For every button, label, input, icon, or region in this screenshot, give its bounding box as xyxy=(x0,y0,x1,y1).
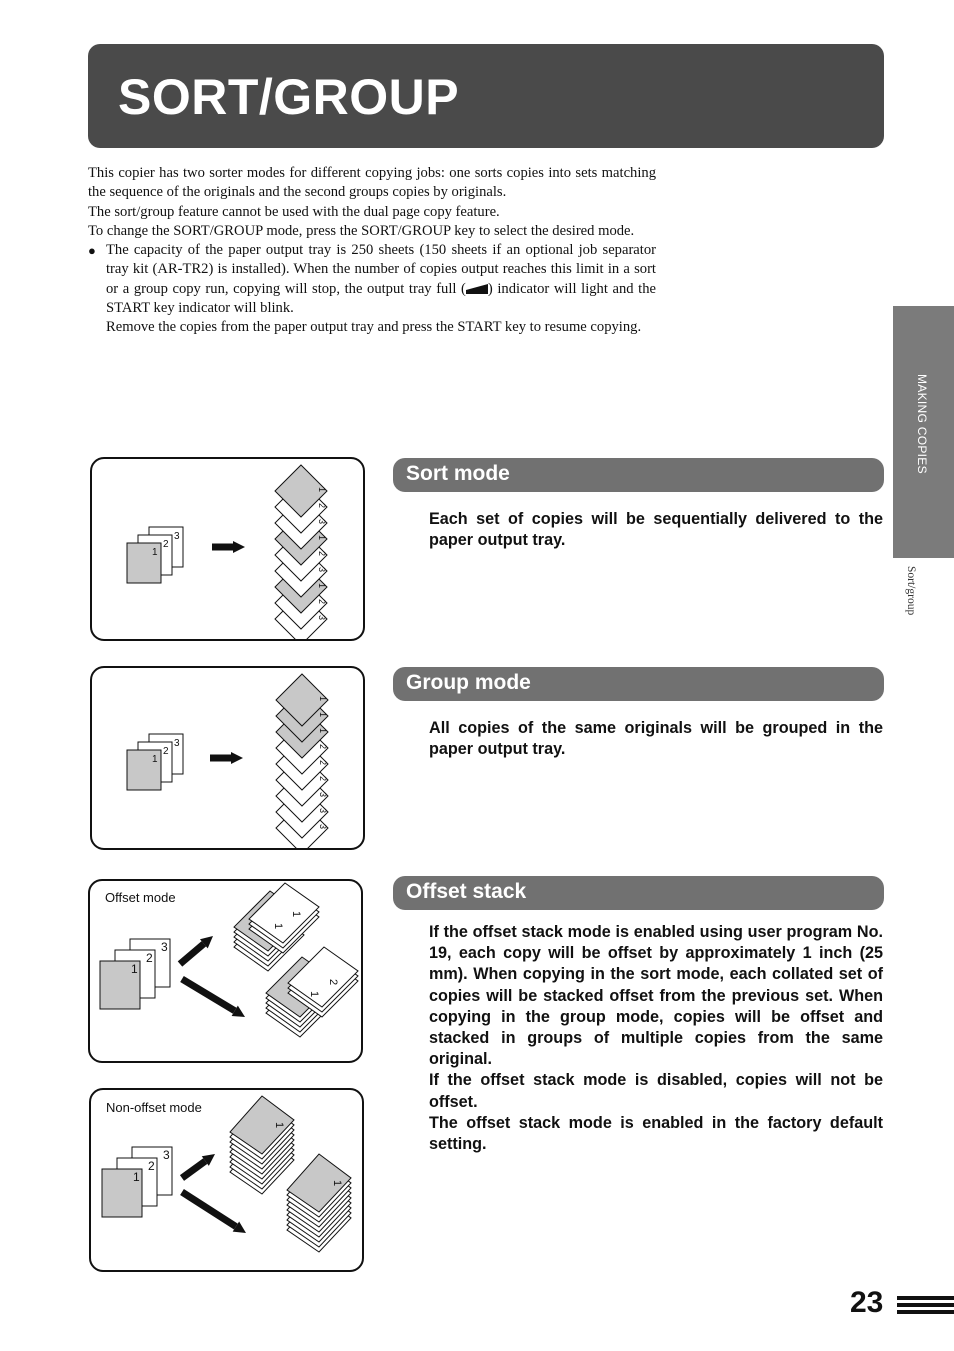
offset-stack-heading: Offset stack xyxy=(406,880,527,903)
group-mode-illustration xyxy=(90,666,365,850)
sort-mode-heading-bar xyxy=(393,458,884,492)
sort-mode-diagram xyxy=(92,459,363,639)
output-sheet-number: 3 xyxy=(317,615,327,621)
original-number: 1 xyxy=(133,1170,140,1184)
output-sheet-number: 1 xyxy=(331,1180,343,1187)
original-number: 3 xyxy=(174,531,180,542)
original-number: 1 xyxy=(152,754,158,765)
title-banner xyxy=(88,44,884,148)
output-sheet-number: 1 xyxy=(290,911,302,918)
original-number: 1 xyxy=(131,962,138,976)
intro-text xyxy=(88,164,656,338)
output-sheet-number: 2 xyxy=(317,503,327,509)
sort-mode-heading: Sort mode xyxy=(406,462,510,485)
output-sheet-number: 2 xyxy=(317,551,327,557)
offset-mode-label: Offset mode xyxy=(105,890,176,905)
output-sheet-number: 1 xyxy=(318,712,328,718)
intro-paragraph: To change the SORT/GROUP mode, press the SORT/GROUP key to select the desired mode. xyxy=(88,222,635,239)
original-number: 1 xyxy=(152,547,158,558)
group-mode-description: All copies of the same originals will be grouped in the paper output tray. xyxy=(429,719,883,759)
bullet-icon: ● xyxy=(88,243,96,259)
resume-note: Remove the copies from the paper output tray and press the START key to resume copying. xyxy=(106,319,642,336)
non-offset-mode-label: Non-offset mode xyxy=(106,1100,202,1115)
output-sheet-number: 2 xyxy=(318,744,328,750)
page-number: 23 xyxy=(850,1286,884,1319)
intro-paragraph: This copier has two sorter modes for different copying jobs: one sorts copies into sets matching the sequence of the originals and the second groups copies by originals. xyxy=(88,165,656,201)
original-number: 3 xyxy=(161,940,168,954)
output-sheet-number: 1 xyxy=(317,583,327,589)
output-sheet-number: 1 xyxy=(318,728,328,734)
offset-mode-illustration xyxy=(88,879,363,1063)
original-number: 3 xyxy=(163,1148,170,1162)
direction-arrow xyxy=(182,979,235,1011)
section-subtitle: Sort/group xyxy=(905,566,917,616)
original-number: 2 xyxy=(163,539,169,550)
non-offset-mode-illustration xyxy=(89,1088,364,1272)
original-number: 3 xyxy=(174,738,180,749)
output-sheet-number: 1 xyxy=(272,923,284,930)
arrow-head xyxy=(231,752,243,764)
arrow-head xyxy=(233,541,245,553)
output-sheet-number: 3 xyxy=(318,792,328,798)
intro-paragraph: The sort/group feature cannot be used with the dual page copy feature. xyxy=(88,203,500,220)
offset-stack-description: If the offset stack mode is enabled using user program No. 19, each copy will be offset by approximately 1 inch (25 mm). When copying in the sort mode, each collated set of copies will be stacked offset from the previous set. When copying in the group mode, copies will be offset and stacked in groups of multiple copies from the same original. If the offset stack mode is disabled, copies will not be offset. The offset stack mode is enabled in the factory default setting. xyxy=(429,923,883,1154)
original-number: 2 xyxy=(148,1159,155,1173)
page-number-rule xyxy=(897,1296,954,1317)
sort-mode-illustration xyxy=(90,457,365,641)
output-sheet-number: 1 xyxy=(317,535,327,541)
output-tray-full-icon xyxy=(466,284,488,294)
offset-mode-diagram xyxy=(90,881,361,1061)
offset-stack-heading-bar xyxy=(393,876,884,910)
original-number: 2 xyxy=(163,746,169,757)
direction-arrow xyxy=(182,1161,205,1178)
group-mode-diagram xyxy=(92,668,363,848)
section-tab-label: MAKING COPIES xyxy=(915,374,929,474)
section-tab xyxy=(893,306,954,558)
output-sheet-number: 3 xyxy=(318,824,328,830)
output-sheet-number: 3 xyxy=(317,567,327,573)
output-sheet-number: 2 xyxy=(327,979,339,986)
sort-mode-description: Each set of copies will be sequentially delivered to the paper output tray. xyxy=(429,510,883,550)
output-sheet-number: 2 xyxy=(317,599,327,605)
output-sheet-number: 1 xyxy=(273,1122,285,1129)
group-mode-heading-bar xyxy=(393,667,884,701)
output-sheet-number: 1 xyxy=(308,991,320,998)
output-sheet-number: 1 xyxy=(318,696,328,702)
output-sheet-number: 2 xyxy=(318,776,328,782)
output-sheet-number: 3 xyxy=(318,808,328,814)
direction-arrow xyxy=(180,944,204,964)
non-offset-mode-diagram xyxy=(91,1090,362,1270)
original-number: 2 xyxy=(146,951,153,965)
output-sheet-number: 3 xyxy=(317,519,327,525)
output-sheet-number: 2 xyxy=(318,760,328,766)
page-title: SORT/GROUP xyxy=(118,69,460,125)
group-mode-heading: Group mode xyxy=(406,671,531,694)
output-sheet-number: 1 xyxy=(317,487,327,493)
capacity-note: ● The capacity of the paper output tray is 250 sheets (150 sheets if an optional job separator tray kit (AR-TR2) is installed). When the number of copies output reaches this limit in a sort or a group copy run, copying will stop, the output tray full ( ) indicator will light and the START key indicator will blink. xyxy=(88,242,656,317)
direction-arrow xyxy=(182,1192,236,1227)
